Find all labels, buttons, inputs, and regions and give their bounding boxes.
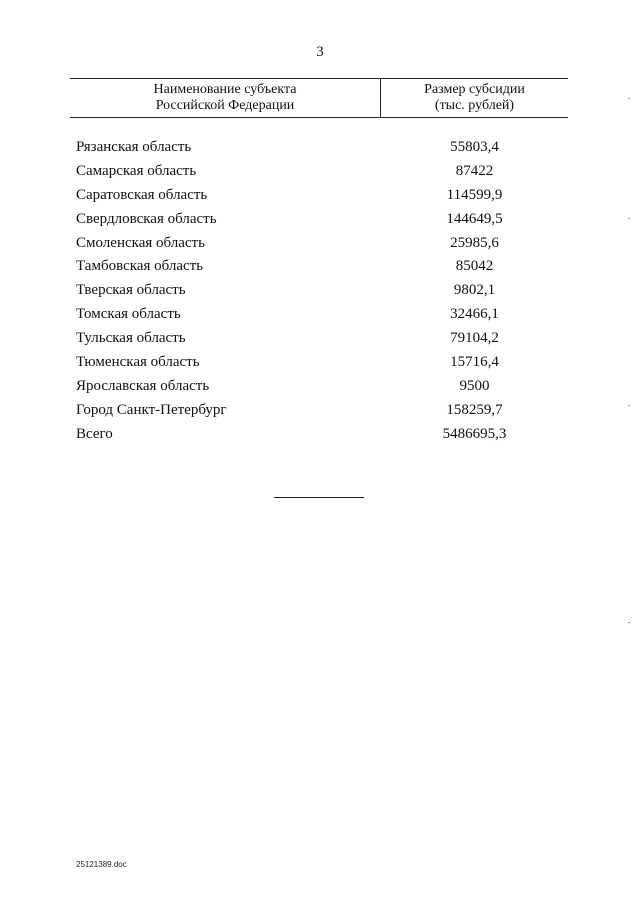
row-subsidy-amount: 25985,6	[450, 234, 499, 251]
row-total-amount: 5486695,3	[442, 425, 507, 442]
row-subsidy-amount: 55803,4	[450, 139, 499, 155]
row-region-name: Тюменская область	[76, 354, 200, 371]
scan-edge-mark	[628, 218, 630, 219]
table-row	[70, 159, 568, 183]
row-region-name: Саратовская область	[76, 186, 208, 203]
row-subsidy-amount: 85042	[455, 258, 494, 275]
row-region-name: Город Санкт-Петербург	[76, 401, 227, 418]
table-row	[70, 254, 568, 278]
table-header	[70, 78, 568, 118]
row-region-name: Рязанская область	[76, 139, 192, 155]
table-row	[70, 374, 568, 398]
row-subsidy-amount: 32466,1	[450, 306, 499, 323]
row-region-name: Тульская область	[76, 330, 186, 347]
row-subsidy-amount: 114599,9	[446, 186, 503, 203]
row-subsidy-amount: 9500	[459, 377, 490, 394]
table-row	[70, 398, 568, 422]
table-row-total	[70, 422, 568, 446]
footer-filename: 25121389.doc	[76, 860, 127, 869]
row-subsidy-amount: 79104,2	[450, 330, 499, 347]
scan-edge-mark	[628, 98, 630, 99]
row-region-name: Тамбовская область	[76, 258, 204, 275]
header-subsidy-amount-line1: Размер субсидии	[424, 82, 525, 97]
row-total-label: Всего	[76, 425, 113, 442]
header-region-name	[70, 82, 380, 114]
header-region-name-line1: Наименование субъекта	[153, 82, 297, 97]
scan-edge-mark	[628, 405, 630, 406]
row-subsidy-amount: 9802,1	[453, 282, 496, 299]
row-region-name: Смоленская область	[76, 234, 205, 251]
row-subsidy-amount: 15716,4	[450, 354, 499, 371]
row-region-name: Самарская область	[76, 162, 197, 179]
table-row	[70, 231, 568, 255]
table-row	[70, 278, 568, 302]
table-row	[70, 350, 568, 374]
scan-edge-mark	[628, 622, 630, 623]
table-body	[70, 135, 568, 446]
row-subsidy-amount: 158259,7	[446, 401, 503, 418]
table-row	[70, 135, 568, 159]
header-region-name-line2: Российской Федерации	[155, 98, 295, 113]
subsidy-table	[70, 78, 568, 446]
table-row	[70, 302, 568, 326]
table-row	[70, 183, 568, 207]
row-region-name: Тверская область	[76, 282, 186, 299]
table-row	[70, 207, 568, 231]
row-region-name: Ярославская область	[76, 377, 210, 394]
page-number: 3	[316, 44, 324, 60]
table-row	[70, 326, 568, 350]
header-subsidy-amount	[381, 82, 568, 114]
row-subsidy-amount: 87422	[455, 162, 494, 179]
end-of-table-separator	[274, 497, 364, 498]
row-subsidy-amount: 144649,5	[446, 210, 503, 227]
row-region-name: Томская область	[76, 306, 181, 323]
header-subsidy-amount-line2: (тыс. рублей)	[434, 98, 515, 113]
row-region-name: Свердловская область	[76, 210, 217, 227]
